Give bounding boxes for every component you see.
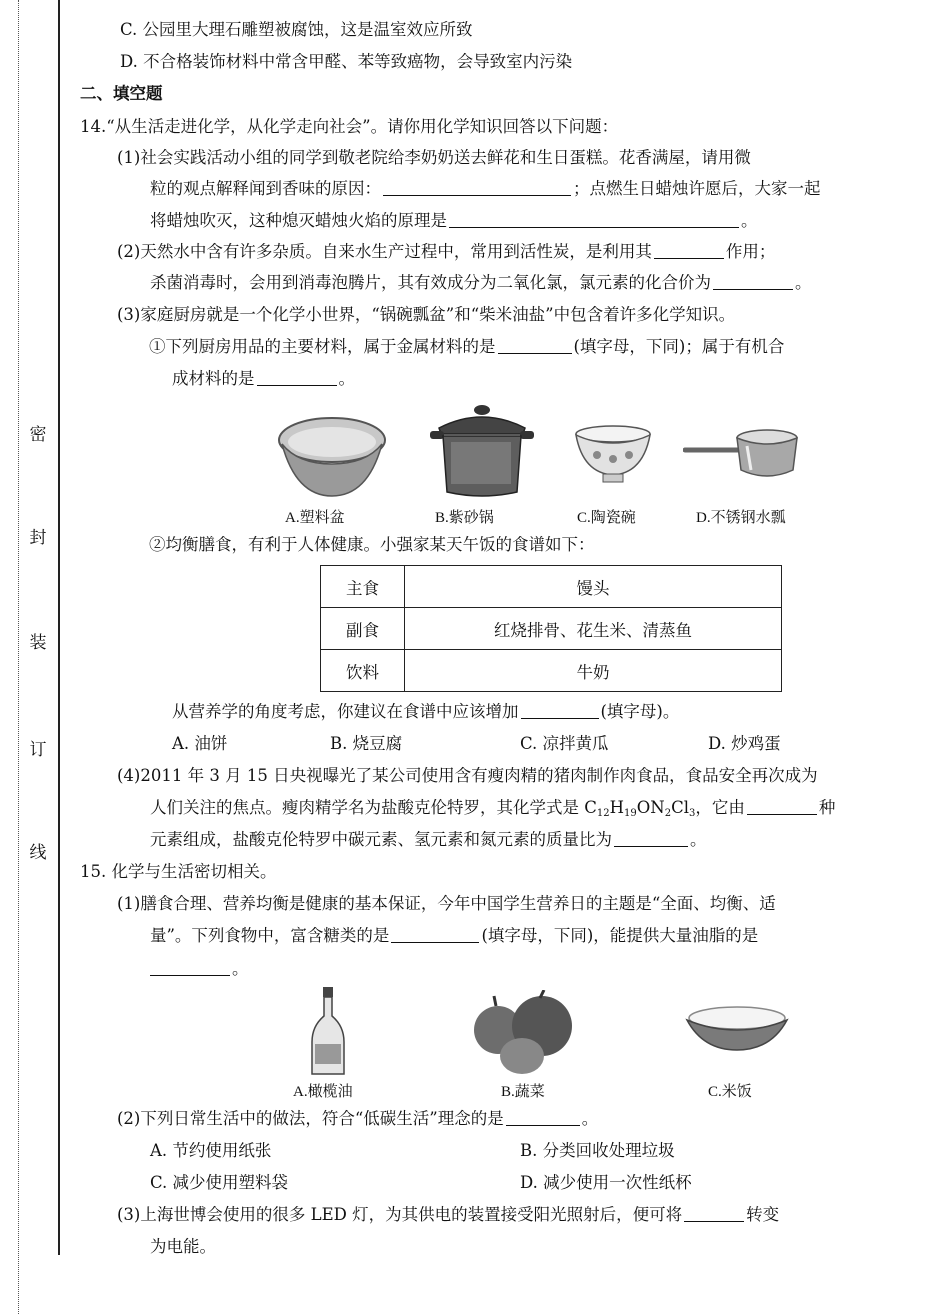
food-caption-c: C.米饭 <box>708 1084 752 1100</box>
caption-d: D.不锈钢水瓢 <box>696 510 786 526</box>
answer-blank[interactable] <box>747 799 817 815</box>
food-caption-a: A.橄榄油 <box>293 1084 353 1100</box>
subscript: 12 <box>596 808 610 819</box>
question-15-stem: 15. 化学与生活密切相关。 <box>80 862 277 881</box>
q14-3-2-suggest: 从营养学的角度考虑，你建议在食谱中应该增加 (填字母)。 <box>172 702 680 721</box>
binding-char: 密 <box>29 425 47 445</box>
answer-blank[interactable] <box>150 960 230 976</box>
answer-blank[interactable] <box>684 1206 744 1222</box>
table-cell: 副食 <box>321 608 405 650</box>
binding-char: 订 <box>29 740 47 760</box>
table-row <box>321 608 782 650</box>
q14-4-line3: 元素组成，盐酸克伦特罗中碳元素、氢元素和氮元素的质量比为 。 <box>150 830 707 849</box>
answer-blank[interactable] <box>391 927 479 943</box>
ceramic-bowl-image <box>573 425 653 485</box>
clay-pot-image <box>427 398 537 504</box>
table-cell: 红烧排骨、花生米、清蒸鱼 <box>405 608 782 650</box>
q15-2-option-b: B. 分类回收处理垃圾 <box>520 1141 675 1160</box>
q14-3-1-line2: 成材料的是 。 <box>172 369 355 388</box>
table-cell: 饮料 <box>321 650 405 692</box>
caption-c: C.陶瓷碗 <box>577 510 636 526</box>
option-d: D. 不合格装饰材料中常含甲醛、苯等致癌物，会导致室内污染 <box>120 52 573 71</box>
q14-2-line1: (2)天然水中含有许多杂质。自来水生产过程中，常用到活性炭，是利用其 作用； <box>117 242 776 261</box>
q14-1-line2: 粒的观点解释闻到香味的原因： ；点燃生日蜡烛许愿后，大家一起 <box>150 179 821 198</box>
answer-blank[interactable] <box>498 338 572 354</box>
q15-3-line2: 为电能。 <box>150 1237 216 1256</box>
q15-1-line1: (1)膳食合理、营养均衡是健康的基本保证，今年中国学生营养日的主题是“全面、均衡、适 <box>117 894 776 913</box>
binding-char: 封 <box>29 528 47 548</box>
q15-2-option-c: C. 减少使用塑料袋 <box>150 1173 289 1192</box>
choice-a: A. 油饼 <box>172 734 228 753</box>
section-heading: 二、填空题 <box>80 84 163 103</box>
binding-dotted-line <box>18 0 19 1314</box>
caption-b: B.紫砂锅 <box>435 510 494 526</box>
answer-blank[interactable] <box>383 180 571 196</box>
table-row <box>321 650 782 692</box>
q15-1-line2: 量”。下列食物中，富含糖类的是 (填字母，下同)，能提供大量油脂的是 <box>150 926 759 945</box>
q15-2-text: (2)下列日常生活中的做法，符合“低碳生活”理念的是 。 <box>117 1109 599 1128</box>
subscript: 3 <box>688 808 696 819</box>
table-cell: 主食 <box>321 566 405 608</box>
rice-bowl-image <box>683 1006 791 1056</box>
q15-1-line3: 。 <box>150 958 249 980</box>
answer-blank[interactable] <box>257 370 337 386</box>
menu-table <box>320 565 782 692</box>
q15-2-option-d: D. 减少使用一次性纸杯 <box>520 1173 692 1192</box>
answer-blank[interactable] <box>521 703 599 719</box>
binding-char: 线 <box>29 843 47 863</box>
table-cell: 牛奶 <box>405 650 782 692</box>
answer-blank[interactable] <box>654 243 724 259</box>
answer-blank[interactable] <box>614 831 688 847</box>
table-cell: 馒头 <box>405 566 782 608</box>
question-14-stem: 14.“从生活走进化学，从化学走向社会”。请你用化学知识回答以下问题： <box>80 117 619 136</box>
answer-blank[interactable] <box>713 274 793 290</box>
q15-3-line1: (3)上海世博会使用的很多 LED 灯，为其供电的装置接受阳光照射后，便可将 转变 <box>117 1205 780 1224</box>
q15-2-option-a: A. 节约使用纸张 <box>150 1141 272 1160</box>
q14-4-line1: (4)2011 年 3 月 15 日央视曝光了某公司使用含有瘦肉精的猪肉制作肉食品，食品安全再次成为 <box>117 766 818 785</box>
answer-blank[interactable] <box>449 212 739 228</box>
option-c: C. 公园里大理石雕塑被腐蚀，这是温室效应所致 <box>120 20 473 39</box>
choice-b: B. 烧豆腐 <box>330 734 403 753</box>
q14-2-line2: 杀菌消毒时，会用到消毒泡腾片，其有效成分为二氧化氯，氯元素的化合价为 。 <box>150 273 812 292</box>
subscript: 19 <box>624 808 637 819</box>
q14-3-1-line1: ①下列厨房用品的主要材料，属于金属材料的是 (填字母，下同)；属于有机合 <box>149 337 785 356</box>
margin-rule <box>58 0 60 1255</box>
steel-ladle-image <box>683 428 801 484</box>
olive-oil-bottle-image <box>308 986 348 1078</box>
choice-c: C. 凉拌黄瓜 <box>520 734 609 753</box>
answer-blank[interactable] <box>506 1110 580 1126</box>
food-caption-b: B.蔬菜 <box>501 1084 545 1100</box>
binding-char: 装 <box>29 633 47 653</box>
table-row <box>321 566 782 608</box>
plastic-basin-image <box>276 412 388 502</box>
caption-a: A.塑料盆 <box>285 510 345 526</box>
choice-d: D. 炒鸡蛋 <box>708 734 781 753</box>
q14-4-line2: 人们关注的焦点。瘦肉精学名为盐酸克伦特罗，其化学式是 $C_{12}H_{19}ON_2Cl_3$，它由 种 <box>150 798 836 819</box>
subscript: 2 <box>664 808 672 819</box>
q14-3-text: (3)家庭厨房就是一个化学小世界，“锅碗瓢盆”和“柴米油盐”中包含着许多化学知识。 <box>117 305 736 324</box>
q14-3-2-text: ②均衡膳食，有利于人体健康。小强家某天午饭的食谱如下： <box>149 535 595 554</box>
q14-1-line3: 将蜡烛吹灭，这种熄灭蜡烛火焰的原理是 。 <box>150 211 758 230</box>
q14-1-text: (1)社会实践活动小组的同学到敬老院给李奶奶送去鲜花和生日蛋糕。花香满屋，请用微 <box>117 148 751 167</box>
vegetables-image <box>470 990 574 1076</box>
